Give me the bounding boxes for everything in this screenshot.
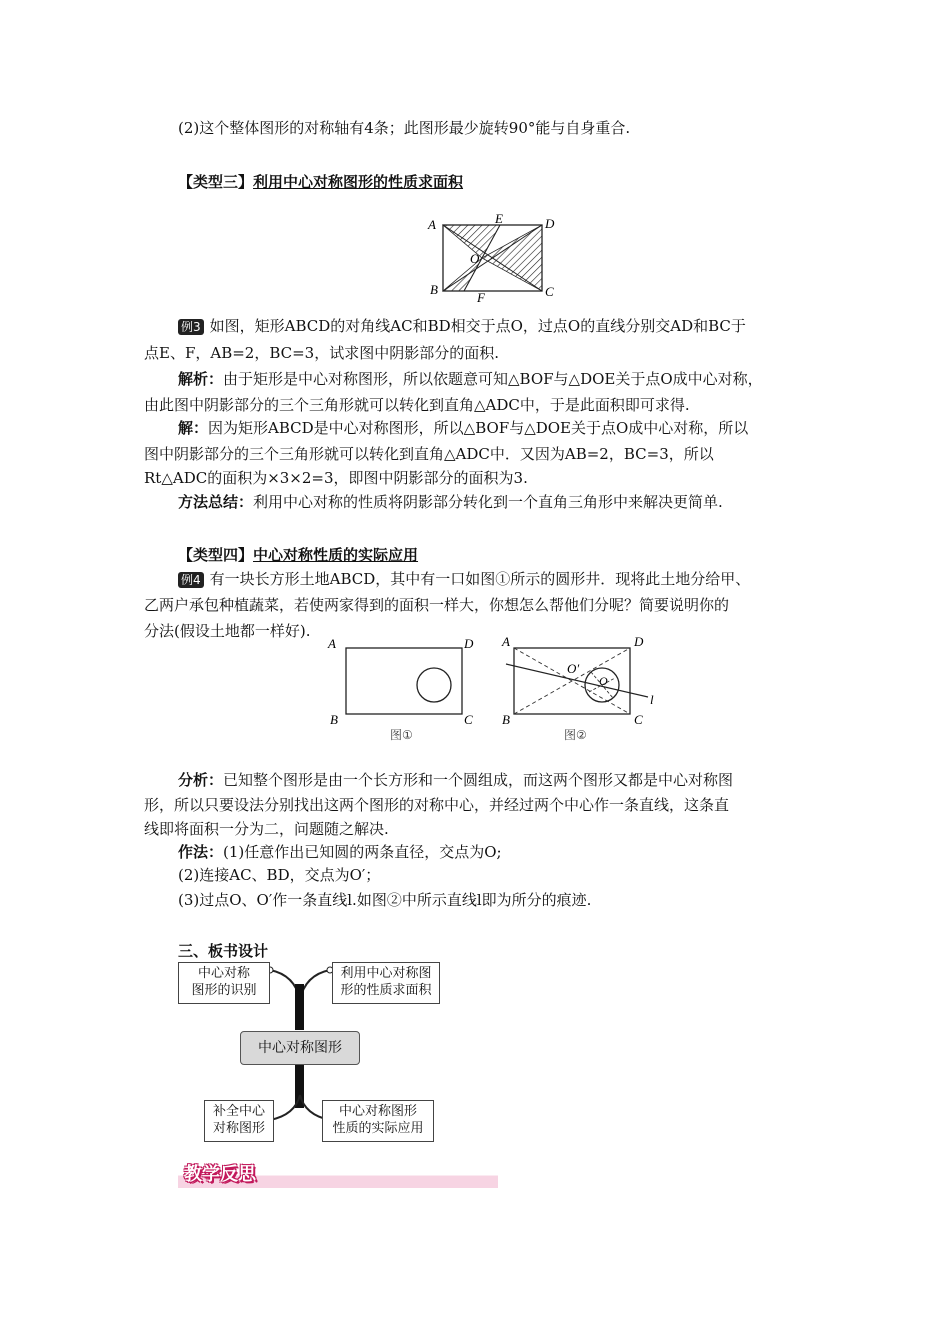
- fig2-label-l: l: [650, 692, 654, 707]
- fig1-label-d: D: [464, 636, 474, 651]
- ex4-question-line2: 乙两户承包种植蔬菜，若使两家得到的面积一样大，你想怎么帮他们分呢？简要说明你的: [144, 596, 730, 614]
- ex4-analysis1: 已知整个图形是由一个长方形和一个圆组成，而这两个图形又都是中心对称图: [223, 771, 734, 789]
- fig1-caption: 图①: [390, 728, 413, 742]
- board-box-area-line2: 形的性质求面积: [340, 983, 432, 998]
- ex4-question-line3: 分法(假设土地都一样好).: [144, 622, 311, 640]
- ex3-solution-line1: [178, 417, 748, 439]
- fig2-label-b: B: [502, 712, 510, 727]
- type4-title: 中心对称性质的实际应用: [253, 546, 419, 564]
- type4-heading: [178, 544, 418, 565]
- ex4-analysis-line2: 形，所以只要设法分别找出这两个图形的对称中心，并经过两个中心作一条直线，这条直: [144, 796, 730, 814]
- fig2-label-c: C: [634, 712, 643, 727]
- board-heading: 三、板书设计: [178, 942, 269, 960]
- label-f: F: [477, 290, 485, 304]
- type3-bracket: 【类型三】: [178, 173, 254, 191]
- board-box-complete-line1: 补全中心: [212, 1104, 265, 1119]
- ex3-summary: 利用中心对称的性质将阴影部分转化到一个直角三角形中来解决更简单.: [253, 493, 723, 511]
- label-a: A: [428, 217, 436, 232]
- figure-2-dividing-line: [494, 634, 664, 746]
- connector-trunk-top: [295, 984, 304, 1030]
- ex3-question-line2: 点E、F，AB=2，BC=3，试求图中阴影部分的面积.: [144, 344, 499, 362]
- ex4-analysis-line3: 线即将面积一分为二，问题随之解决.: [144, 820, 389, 838]
- board-box-area-line1: 利用中心对称图: [340, 966, 432, 981]
- top-line: (2)这个整体图形的对称轴有4条；此图形最少旋转90°能与自身重合.: [178, 119, 631, 137]
- ex3-summary-line: [178, 491, 723, 513]
- fig1-label-b: B: [330, 712, 338, 727]
- ex3-solution-label: 解：: [178, 419, 209, 437]
- fig2-caption: 图②: [564, 728, 587, 742]
- ex3-q1: 如图，矩形ABCD的对角线AC和BD相交于点O，过点O的直线分别交AD和BC于: [209, 317, 746, 335]
- board-box-identify-line2: 图形的识别: [191, 983, 257, 998]
- fig2-label-d: D: [634, 634, 644, 649]
- ex4-method-line1: [178, 841, 502, 863]
- board-center-topic: 中心对称图形: [240, 1031, 360, 1065]
- fig1-well-circle: [417, 668, 451, 702]
- fig2-label-a: A: [502, 634, 510, 649]
- type3-title: 利用中心对称图形的性质求面积: [253, 173, 464, 191]
- label-c: C: [545, 284, 554, 299]
- fig1-label-a: A: [328, 636, 336, 651]
- ex3-analysis1: 由于矩形是中心对称图形，所以依题意可知△BOF与△DOE关于点O成中心对称，: [223, 370, 763, 388]
- board-box-application-line1: 中心对称图形: [338, 1104, 417, 1119]
- teaching-reflection-banner: [178, 1160, 498, 1188]
- type4-bracket: 【类型四】: [178, 546, 254, 564]
- board-box-complete: [204, 1100, 274, 1142]
- ex4-badge: 例4: [178, 572, 204, 588]
- fig2-label-o: O: [599, 674, 608, 688]
- figure-1-rectangle-well: [326, 634, 486, 746]
- type3-heading: [178, 171, 463, 192]
- label-b: B: [430, 282, 438, 297]
- figure-rectangle-shaded: [424, 212, 564, 304]
- board-box-identify: [178, 962, 270, 1004]
- board-box-complete-line2: 对称图形: [212, 1121, 265, 1136]
- ex3-analysis-label: 解析：: [178, 370, 224, 388]
- ex4-analysis-line1: [178, 769, 733, 791]
- connector-top-right: [300, 970, 330, 1000]
- ex3-analysis-line2: 由此图中阴影部分的三个三角形就可以转化到直角△ADC中，于是此面积即可求得.: [144, 396, 690, 414]
- board-box-area: [332, 962, 440, 1004]
- board-box-identify-line1: 中心对称: [197, 966, 250, 981]
- fig1-label-c: C: [464, 712, 473, 727]
- ex4-method-label: 作法：: [178, 843, 224, 861]
- ex4-step3: (3)过点O、O′作一条直线l.如图②中所示直线l即为所分的痕迹.: [178, 891, 592, 909]
- ex4-step1: (1)任意作出已知圆的两条直径，交点为O;: [223, 843, 502, 861]
- ex4-step2: (2)连接AC、BD，交点为O′；: [178, 866, 381, 884]
- board-box-application-line2: 性质的实际应用: [332, 1121, 424, 1136]
- fig2-label-o-prime: O′: [567, 661, 580, 676]
- ex3-solution-line3: Rt△ADC的面积为×3×2=3，即图中阴影部分的面积为3.: [144, 469, 528, 487]
- label-d: D: [545, 216, 555, 231]
- ex4-q1: 有一块长方形土地ABCD，其中有一口如图①所示的圆形井．现将此土地分给甲、: [209, 570, 751, 588]
- ex4-analysis-label: 分析：: [178, 771, 224, 789]
- ex3-solution-line2: 图中阴影部分的三个三角形就可以转化到直角△ADC中．又因为AB=2，BC=3，所以: [144, 445, 714, 463]
- ex3-badge: 例3: [178, 319, 204, 335]
- ex4-question-line1: [178, 568, 750, 590]
- fig1-rectangle: [346, 648, 462, 714]
- ex3-sol1: 因为矩形ABCD是中心对称图形，所以△BOF与△DOE关于点O成中心对称，所以: [208, 419, 749, 437]
- ex3-analysis-line1: [178, 368, 763, 390]
- ex3-question-line1: [178, 315, 746, 337]
- board-box-application: [322, 1100, 434, 1142]
- ex3-summary-label: 方法总结：: [178, 493, 254, 511]
- teaching-reflection-title: 教学反思: [184, 1164, 256, 1185]
- label-o: O: [470, 251, 480, 266]
- label-e: E: [495, 212, 503, 226]
